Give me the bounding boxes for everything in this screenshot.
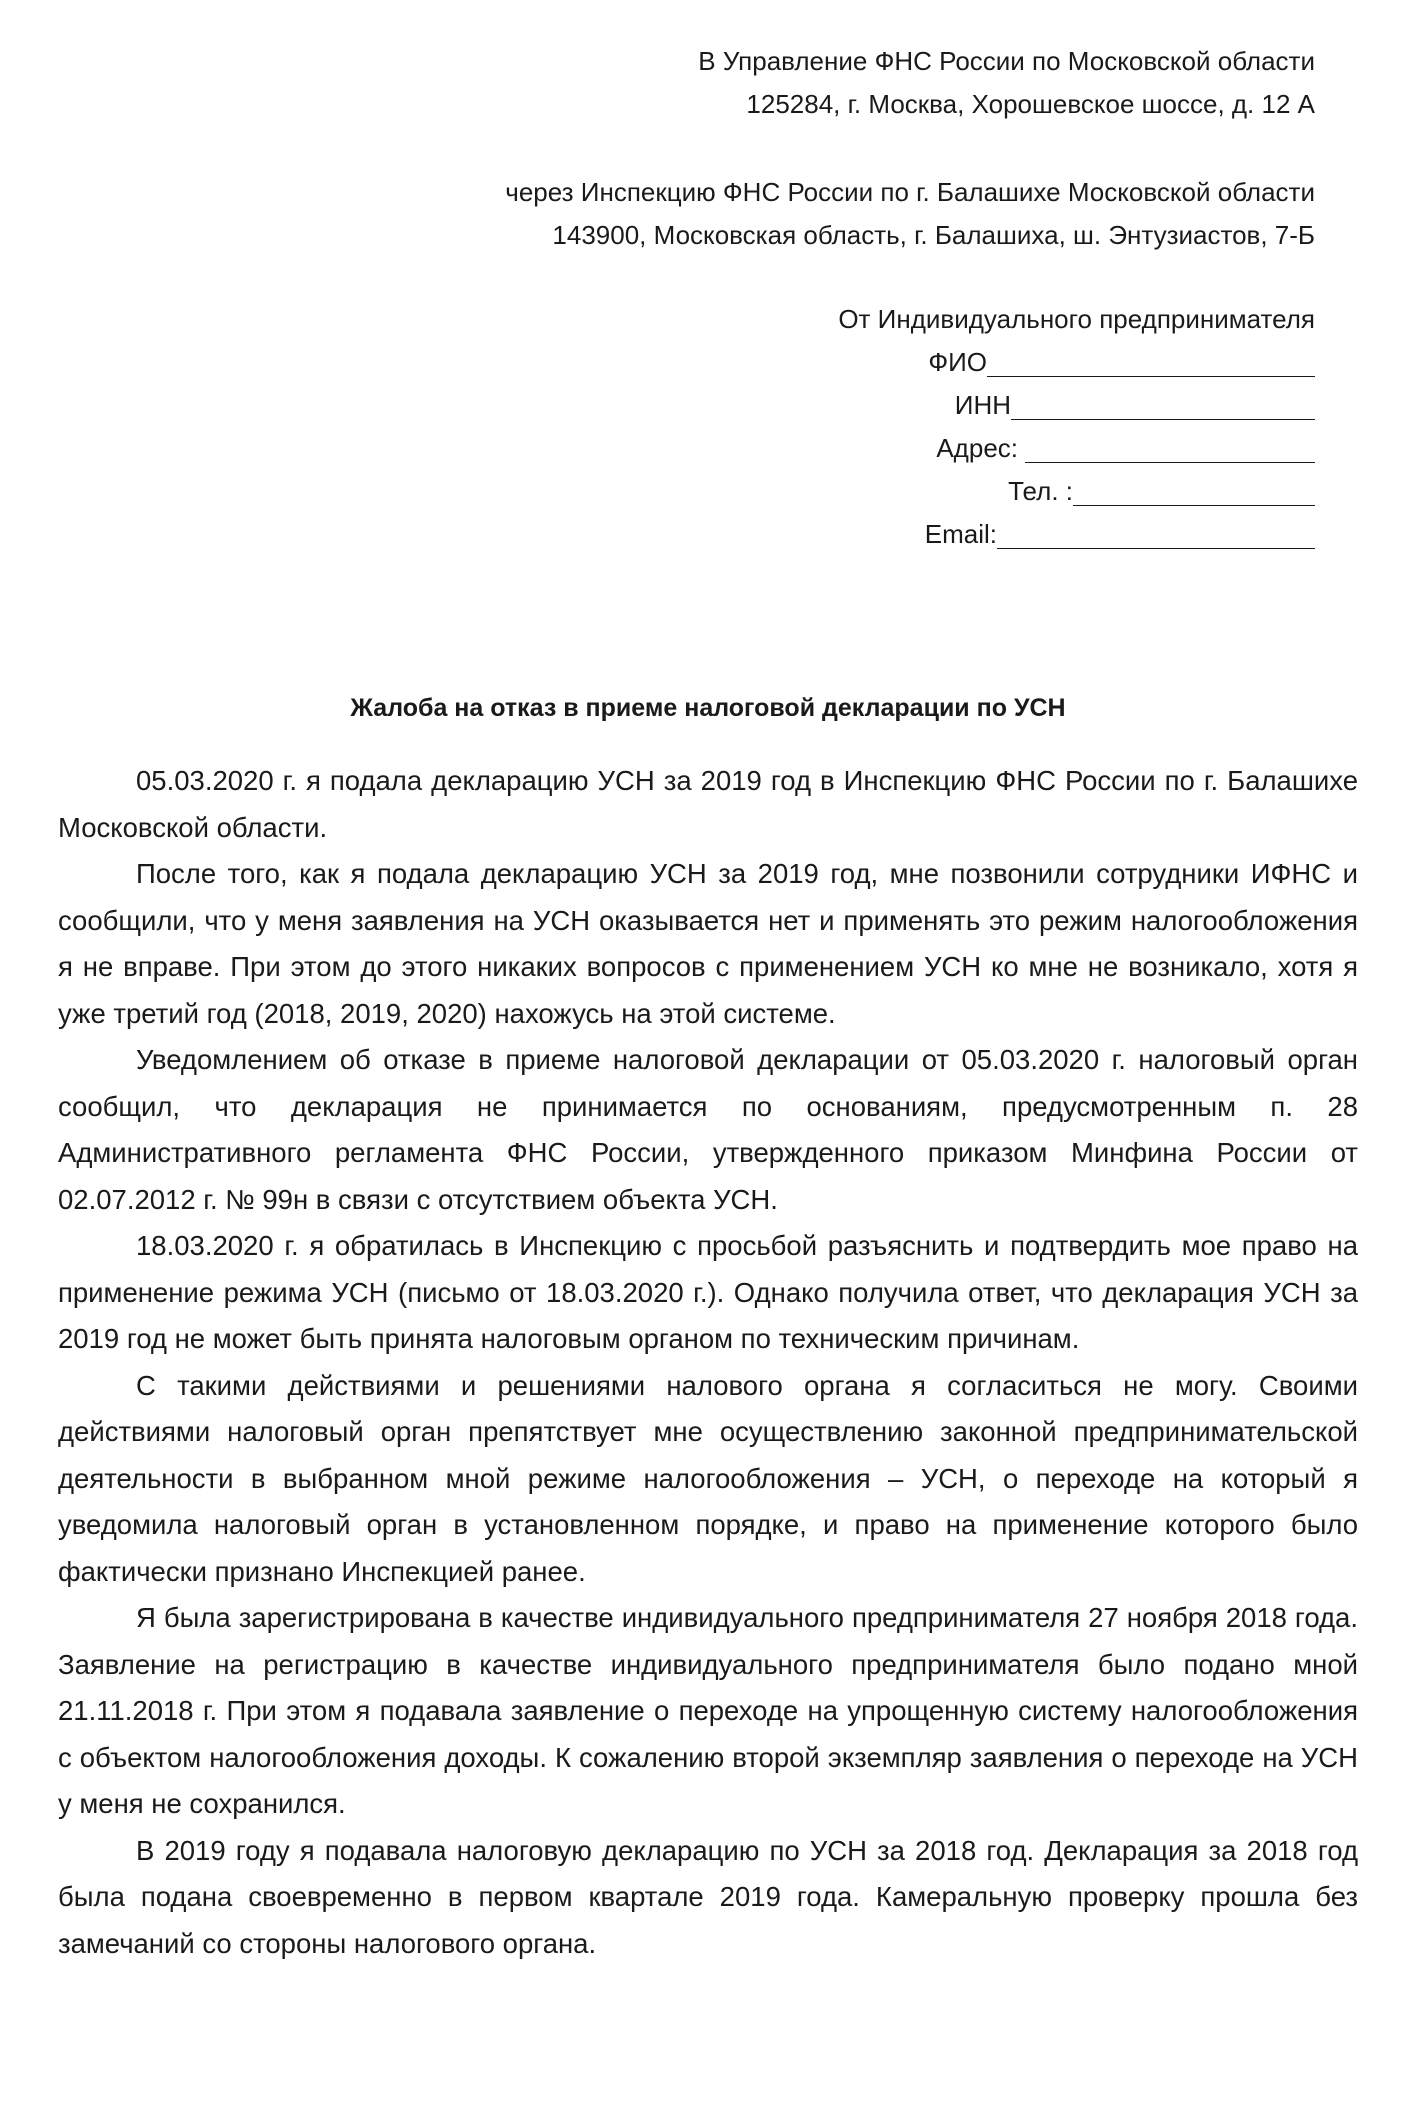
sender-block xyxy=(838,298,1315,556)
via-inspection-address: 143900, Московская область, г. Балашиха, ш. Энтузиастов, 7-Б xyxy=(552,220,1315,250)
address-label: Адрес: xyxy=(936,433,1018,463)
paragraph: После того, как я подала декларацию УСН за 2019 год, мне позвонили сотрудники ИФНС и сообщили, что у меня заявления на УСН оказывается нет и применять это режим налогообложения я не вправе. При этом до этого никаких вопросов с применением УСН ко мне не возникало, хотя я уже третий год (2018, 2019, 2020) нахожусь на этой системе. xyxy=(58,858,1358,1029)
email-field xyxy=(838,513,1315,556)
phone-label: Тел. : xyxy=(1008,476,1073,506)
sender-heading: От Индивидуального предпринимателя xyxy=(838,304,1315,334)
paragraph: В 2019 году я подавала налоговую декларацию по УСН за 2018 год. Декларация за 2018 год была подана своевременно в первом квартале 2019 года. Камеральную проверку прошла без замечаний со стороны налогового органа. xyxy=(58,1834,1358,1959)
fio-label: ФИО xyxy=(928,347,987,377)
recipient-address: 125284, г. Москва, Хорошевское шоссе, д. 12 А xyxy=(746,89,1315,119)
paragraph: Я была зарегистрирована в качестве индивидуального предпринимателя 27 ноября 2018 года. Заявление на регистрацию в качестве индивидуального предпринимателя было подано мной 21.11.2018 г. При этом я подавала заявление о переходе на упрощенную систему налогообложения с объектом налогообложения доходы. К сожалению второй экземпляр заявления о переходе на УСН у меня не сохранился. xyxy=(58,1602,1358,1819)
paragraph: 05.03.2020 г. я подала декларацию УСН за 2019 год в Инспекцию ФНС России по г. Балашихе Московской области. xyxy=(58,765,1358,843)
email-label: Email: xyxy=(924,519,997,549)
fio-field xyxy=(838,341,1315,384)
paragraph: 18.03.2020 г. я обратилась в Инспекцию с просьбой разъяснить и подтвердить мое право на применение режима УСН (письмо от 18.03.2020 г.). Однако получила ответ, что декларация УСН за 2019 год не может быть принята налоговым органом по техническим причинам. xyxy=(58,1230,1358,1354)
inn-blank-line xyxy=(1011,393,1315,420)
via-inspection-name: через Инспекцию ФНС России по г. Балашихе Московской области xyxy=(505,177,1315,207)
recipient-block xyxy=(698,40,1315,126)
email-blank-line xyxy=(997,522,1315,549)
inn-field xyxy=(838,384,1315,427)
paragraph: Уведомлением об отказе в приеме налоговой декларации от 05.03.2020 г. налоговый орган сообщил, что декларация не принимается по основаниям, предусмотренным п. 28 Административного регламента ФНС России, утвержденного приказом Минфина России от 02.07.2012 г. № 99н в связи с отсутствием объекта УСН. xyxy=(58,1044,1358,1215)
inn-label: ИНН xyxy=(954,390,1011,420)
phone-blank-line xyxy=(1073,479,1315,506)
paragraph: С такими действиями и решениями налового органа я согласиться не могу. Своими действиями налоговый орган препятствует мне осуществлению законной предпринимательской деятельности в выбранном мной режиме налогообложения – УСН, о переходе на который я уведомила налоговый орган в установленном порядке, и право на применение которого было фактически признано Инспекцией ранее. xyxy=(58,1369,1358,1587)
via-block xyxy=(505,171,1315,257)
address-blank-line xyxy=(1025,436,1315,463)
document-title: Жалоба на отказ в приеме налоговой декларации по УСН xyxy=(350,694,1066,722)
document-body xyxy=(58,758,1358,1967)
address-field xyxy=(838,427,1315,470)
recipient-name: В Управление ФНС России по Московской области xyxy=(698,46,1315,76)
phone-field xyxy=(838,470,1315,513)
fio-blank-line xyxy=(987,350,1315,377)
